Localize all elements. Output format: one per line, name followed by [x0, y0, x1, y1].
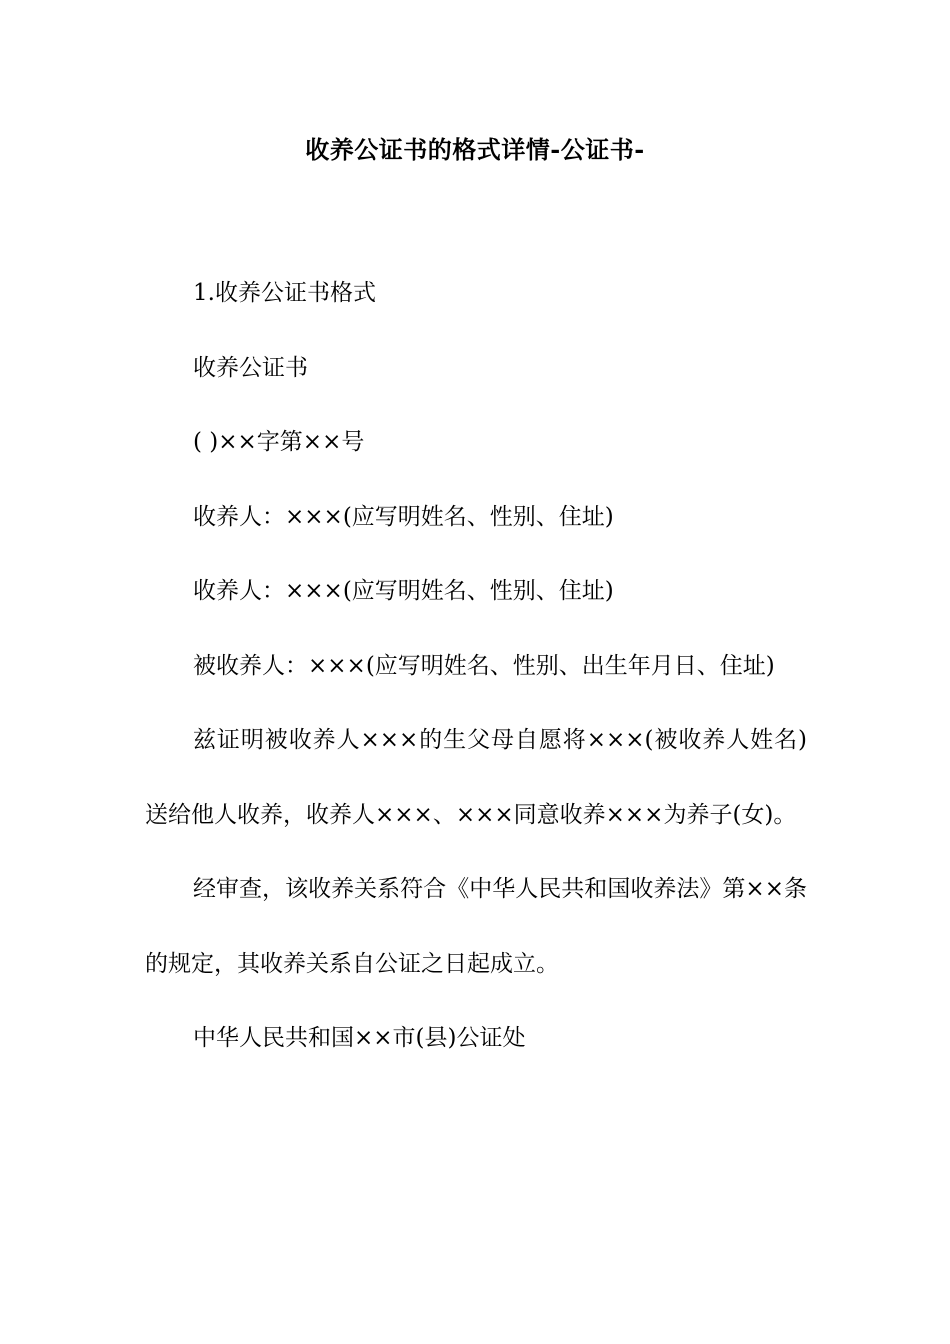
adoptee-line: 被收养人：×××(应写明姓名、性别、出生年月日、住址) [193, 652, 775, 679]
notary-office: 中华人民共和国××市(县)公证处 [193, 1025, 526, 1051]
document-title: 收养公证书的格式详情-公证书- [305, 135, 645, 164]
certification-paragraph: 兹证明被收养人×××的生父母自愿将×××(被收养人姓名)送给他人收养，收养人×××、×××同意收养×××为养子(女)。 [145, 727, 807, 828]
section-heading: 1.收养公证书格式 [193, 280, 376, 306]
certificate-name: 收养公证书 [193, 354, 308, 381]
adopter-line-1: 收养人：×××(应写明姓名、性别、住址) [193, 503, 614, 530]
certificate-number: ( )××字第××号 [193, 429, 365, 455]
adopter-line-2: 收养人：×××(应写明姓名、性别、住址) [193, 578, 614, 604]
document-body [145, 256, 807, 1076]
review-paragraph: 经审查，该收养关系符合《中华人民共和国收养法》第××条的规定，其收养关系自公证之日起成立。 [145, 876, 807, 977]
